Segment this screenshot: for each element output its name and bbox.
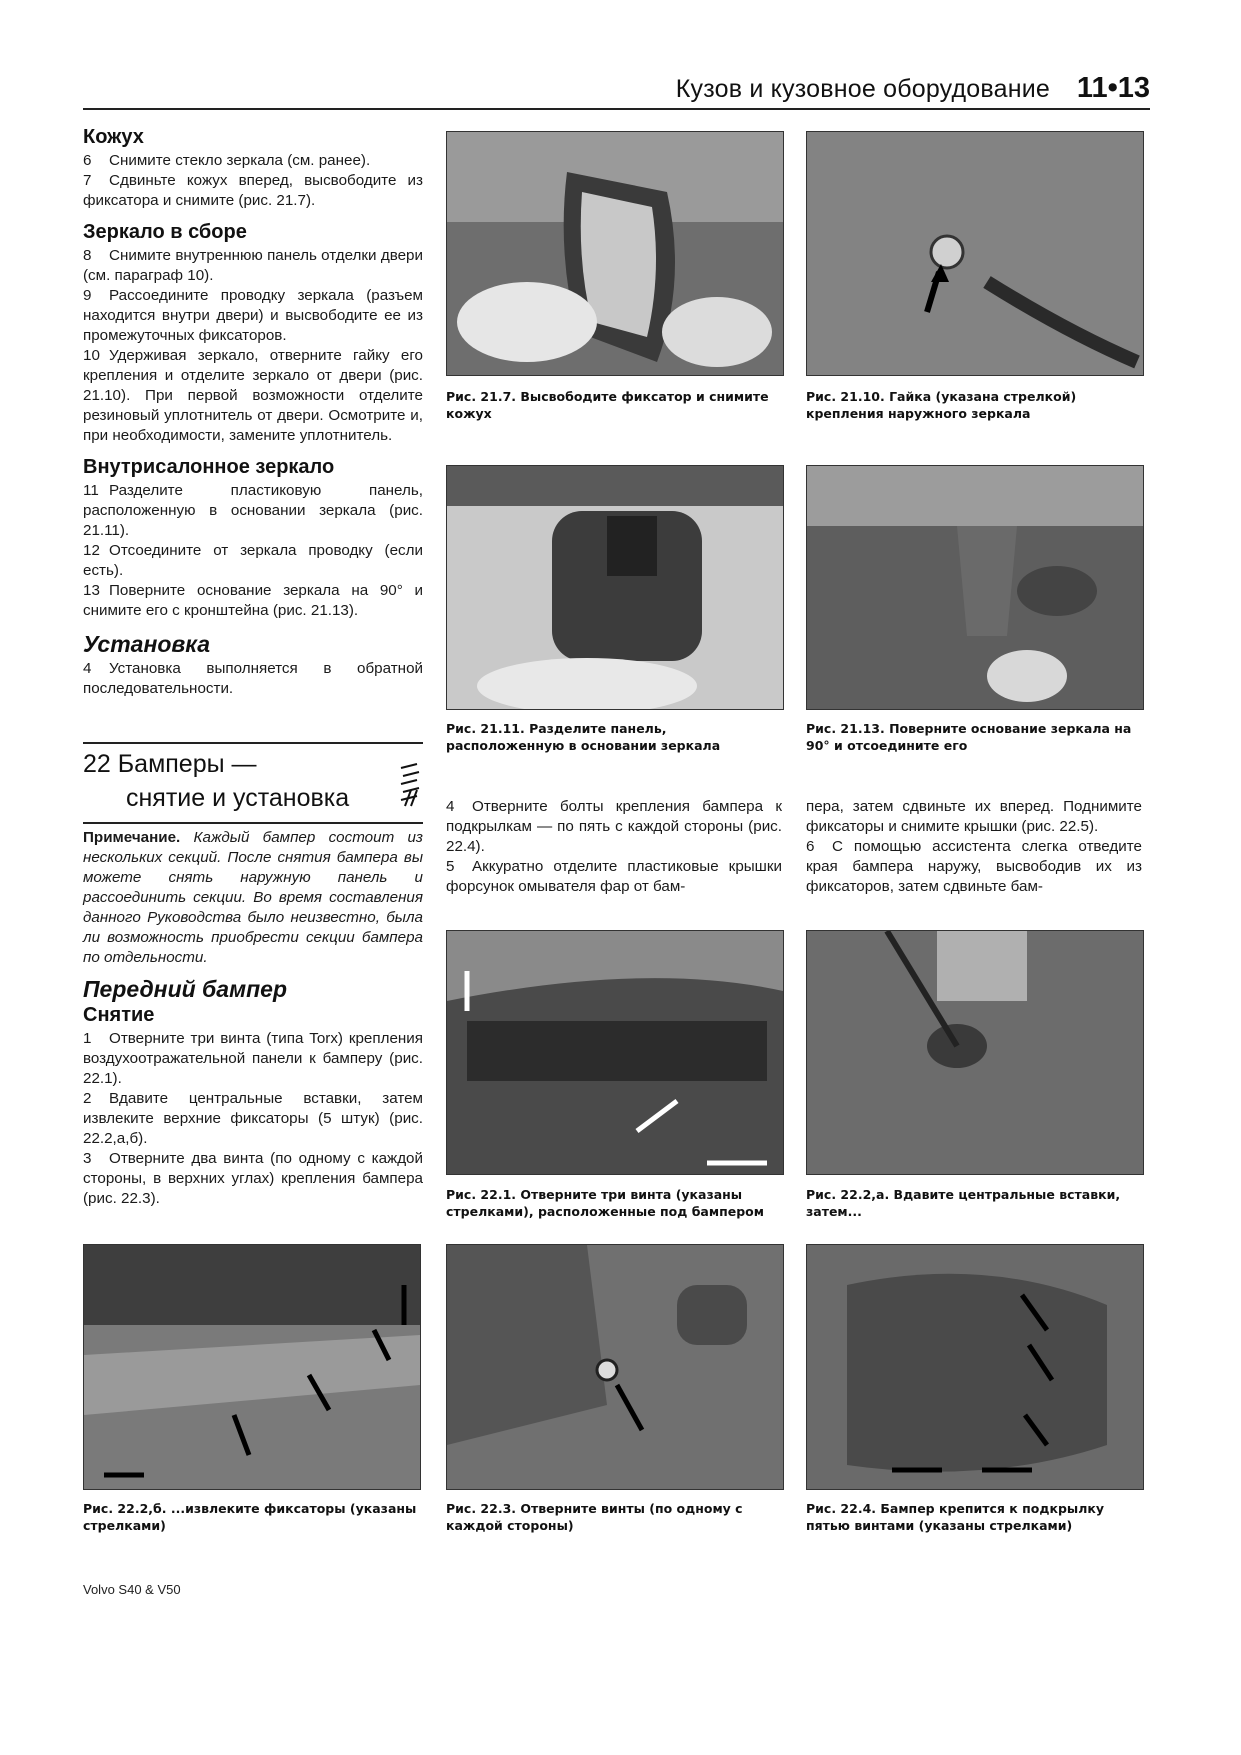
photo-fig-22-2a [806, 930, 1144, 1175]
photo-fig-21-13 [806, 465, 1144, 710]
caption-fig-22-3: Рис. 22.3. Отверните винты (по одному с каждой стороны) [446, 1501, 743, 1533]
step-7: 7 Сдвиньте кожух вперед, высвободите из фиксатора и снимите (рис. 21.7). [83, 172, 423, 209]
footer-model: Volvo S40 & V50 [83, 1582, 181, 1597]
step-6: 6 С помощью ассистента слегка отведите края бампера наружу, высвободив их из фиксаторов, затем сдвиньте бам- [806, 838, 1142, 895]
step-fb-1: 1 Отверните три винта (типа Torx) крепления воздухоотражательной панели к бамперу (рис. 22.1). [83, 1030, 423, 1087]
page-header [83, 62, 1150, 110]
section-22-title-line1: 22 Бамперы — [83, 750, 257, 778]
photo-fig-22-4 [806, 1244, 1144, 1490]
caption-fig-22-2b: Рис. 22.2,б. ...извлеките фиксаторы (указаны стрелками) [83, 1501, 417, 1533]
difficulty-wrench-icon [397, 760, 423, 810]
heading-interior-mirror: Внутрисалонное зеркало [83, 456, 335, 478]
step-install-4: 4 Установка выполняется в обратной последовательности. [83, 660, 423, 697]
caption-fig-21-11: Рис. 21.11. Разделите панель, расположенную в основании зеркала [446, 721, 721, 753]
step-4: 4 Отверните болты крепления бампера к подкрылкам — по пять с каждой стороны (рис. 22.4). [446, 798, 782, 855]
step-13: 13 Поверните основание зеркала на 90° и снимите его с кронштейна (рис. 21.13). [83, 582, 423, 619]
step-9: 9 Рассоедините проводку зеркала (разъем находится внутри двери) и высвободите ее из промежуточных фиксаторов. [83, 287, 423, 344]
heading-mirror-assembly: Зеркало в сборе [83, 221, 247, 243]
step-fb-2: 2 Вдавите центральные вставки, затем извлеките верхние фиксаторы (5 штук) (рис. 22.2,а,б). [83, 1090, 423, 1147]
step-fb-3: 3 Отверните два винта (по одному с каждой стороны, в верхних углах) крепления бампера (рис. 22.3). [83, 1150, 423, 1207]
step-11: 11 Разделите пластиковую панель, расположенную в основании зеркала (рис. 21.11). [83, 482, 423, 539]
section-22-title-line2: снятие и установка [126, 784, 350, 812]
page-number: 11•13 [1076, 72, 1150, 104]
caption-fig-22-2a: Рис. 22.2,а. Вдавите центральные вставки, затем... [806, 1187, 1121, 1219]
step-12: 12 Отсоедините от зеркала проводку (если есть). [83, 542, 423, 579]
heading-removal: Снятие [83, 1004, 155, 1026]
section-kozhukh [83, 126, 423, 211]
caption-fig-22-4: Рис. 22.4. Бампер крепится к подкрылку пятью винтами (указаны стрелками) [806, 1501, 1104, 1533]
chapter-title: Кузов и кузовное оборудование [675, 75, 1050, 103]
note-paragraph: Примечание. Каждый бампер состоит из нескольких секций. После снятия бампера вы можете снять наружную панель и рассоединить секции. Во время составления данного Руководства было неизвестно, была ли возможность приобрести секции бампера по отдельности. [83, 829, 423, 966]
caption-fig-21-7: Рис. 21.7. Высвободите фиксатор и снимите кожух [446, 389, 769, 421]
heading-kozhukh: Кожух [83, 126, 144, 148]
step-6: 6 Снимите стекло зеркала (см. ранее). [83, 152, 371, 169]
middle-text-col2 [806, 797, 1142, 897]
left-column [83, 126, 423, 709]
caption-fig-21-13: Рис. 21.13. Поверните основание зеркала на 90° и отсоедините его [806, 721, 1132, 753]
photo-fig-22-1 [446, 930, 784, 1175]
caption-fig-22-1: Рис. 22.1. Отверните три винта (указаны стрелками), расположенные под бампером [446, 1187, 764, 1219]
section-22-heading [83, 742, 423, 824]
caption-fig-21-10: Рис. 21.10. Гайка (указана стрелкой) крепления наружного зеркала [806, 389, 1077, 421]
middle-text-col1 [446, 797, 782, 897]
photo-fig-21-10 [806, 131, 1144, 376]
step-8: 8 Снимите внутреннюю панель отделки двери (см. параграф 10). [83, 247, 423, 284]
step-5-continued: пера, затем сдвиньте их вперед. Поднимите фиксаторы и снимите крышки (рис. 22.5). [806, 798, 1142, 835]
photo-fig-22-3 [446, 1244, 784, 1490]
section-mirror-assembly [83, 221, 423, 446]
heading-installation: Установка [83, 631, 211, 657]
step-10: 10 Удерживая зеркало, отверните гайку его крепления и отделите зеркало от двери (рис. 21.10). При первой возможности отделите резиновый уплотнитель от двери. Осмотрите и, при необходимости, замените уплотнитель. [83, 347, 423, 444]
step-5: 5 Аккуратно отделите пластиковые крышки форсунок омывателя фар от бам- [446, 858, 782, 895]
left-column-bottom [83, 828, 423, 1209]
section-installation [83, 631, 423, 699]
photo-fig-21-11 [446, 465, 784, 710]
heading-front-bumper: Передний бампер [83, 976, 287, 1002]
section-interior-mirror [83, 456, 423, 621]
photo-fig-21-7 [446, 131, 784, 376]
photo-fig-22-2b [83, 1244, 421, 1490]
